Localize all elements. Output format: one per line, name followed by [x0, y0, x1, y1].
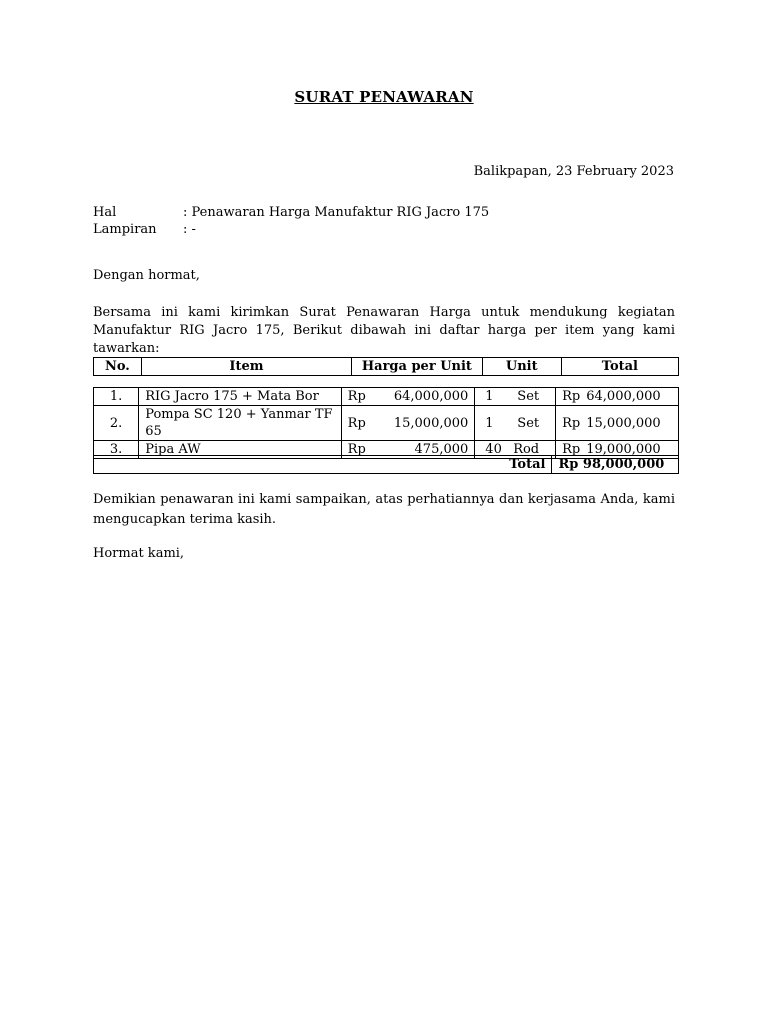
total-value: 19,000,000	[586, 442, 661, 457]
row-item: Pipa AW	[139, 441, 341, 459]
row-total	[556, 406, 679, 441]
header-price: Harga per Unit	[352, 358, 483, 376]
row-item: Pompa SC 120 + Yanmar TF 65	[139, 406, 341, 441]
closing-paragraph: Demikian penawaran ini kami sampaikan, atas perhatiannya dan kerjasama Anda, kami mengucapkan terima kasih.	[93, 492, 675, 527]
currency: Rp	[347, 415, 366, 431]
header-item: Item	[141, 358, 351, 376]
qty: 1	[485, 389, 494, 404]
lampiran-value: : -	[183, 222, 196, 237]
intro-paragraph: Bersama ini kami kirimkan Surat Penawaran Harga untuk mendukung kegiatan Manufaktur RIG Jacro 175, Berikut dibawah ini daftar harga per item yang kami tawarkan:	[93, 305, 675, 356]
hal-value: : Penawaran Harga Manufaktur RIG Jacro 175	[183, 205, 490, 220]
table-row	[94, 406, 679, 441]
row-total	[556, 388, 679, 406]
table-row	[94, 388, 679, 406]
currency: Rp	[562, 389, 581, 404]
price-value: 64,000,000	[393, 389, 469, 404]
row-unit	[475, 388, 556, 406]
currency: Rp	[347, 389, 366, 404]
row-no: 2.	[94, 406, 139, 441]
total-value: 64,000,000	[586, 389, 661, 404]
grand-total: Rp 98,000,000	[552, 456, 679, 474]
row-unit	[475, 406, 556, 441]
letter-title: SURAT PENAWARAN	[294, 88, 474, 106]
currency: Rp	[562, 415, 581, 431]
price-table-body	[93, 387, 679, 459]
uom: Set	[517, 415, 540, 431]
price-table-total	[93, 455, 679, 474]
sign-off: Hormat kami,	[93, 546, 185, 561]
uom: Set	[517, 389, 540, 404]
total-value: 15,000,000	[586, 415, 661, 431]
currency: Rp	[347, 442, 366, 457]
price-value: 15,000,000	[393, 415, 469, 431]
currency: Rp	[562, 442, 581, 457]
salutation: Dengan hormat,	[93, 268, 200, 283]
price-table-header	[93, 357, 679, 376]
header-total: Total	[561, 358, 678, 376]
date-line: Balikpapan, 23 February 2023	[473, 164, 674, 179]
price-value: 475,000	[414, 442, 469, 457]
qty: 40	[485, 442, 502, 457]
row-no: 1.	[94, 388, 139, 406]
hal-label: Hal	[93, 205, 117, 220]
row-price	[341, 388, 475, 406]
row-item: RIG Jacro 175 + Mata Bor	[139, 388, 341, 406]
total-label: Total	[94, 456, 552, 474]
row-price	[341, 406, 475, 441]
letter-meta	[93, 204, 489, 238]
qty: 1	[485, 415, 494, 431]
row-no: 3.	[94, 441, 139, 459]
lampiran-label: Lampiran	[93, 222, 157, 237]
header-no: No.	[94, 358, 142, 376]
uom: Rod	[513, 442, 540, 457]
header-unit: Unit	[482, 358, 561, 376]
